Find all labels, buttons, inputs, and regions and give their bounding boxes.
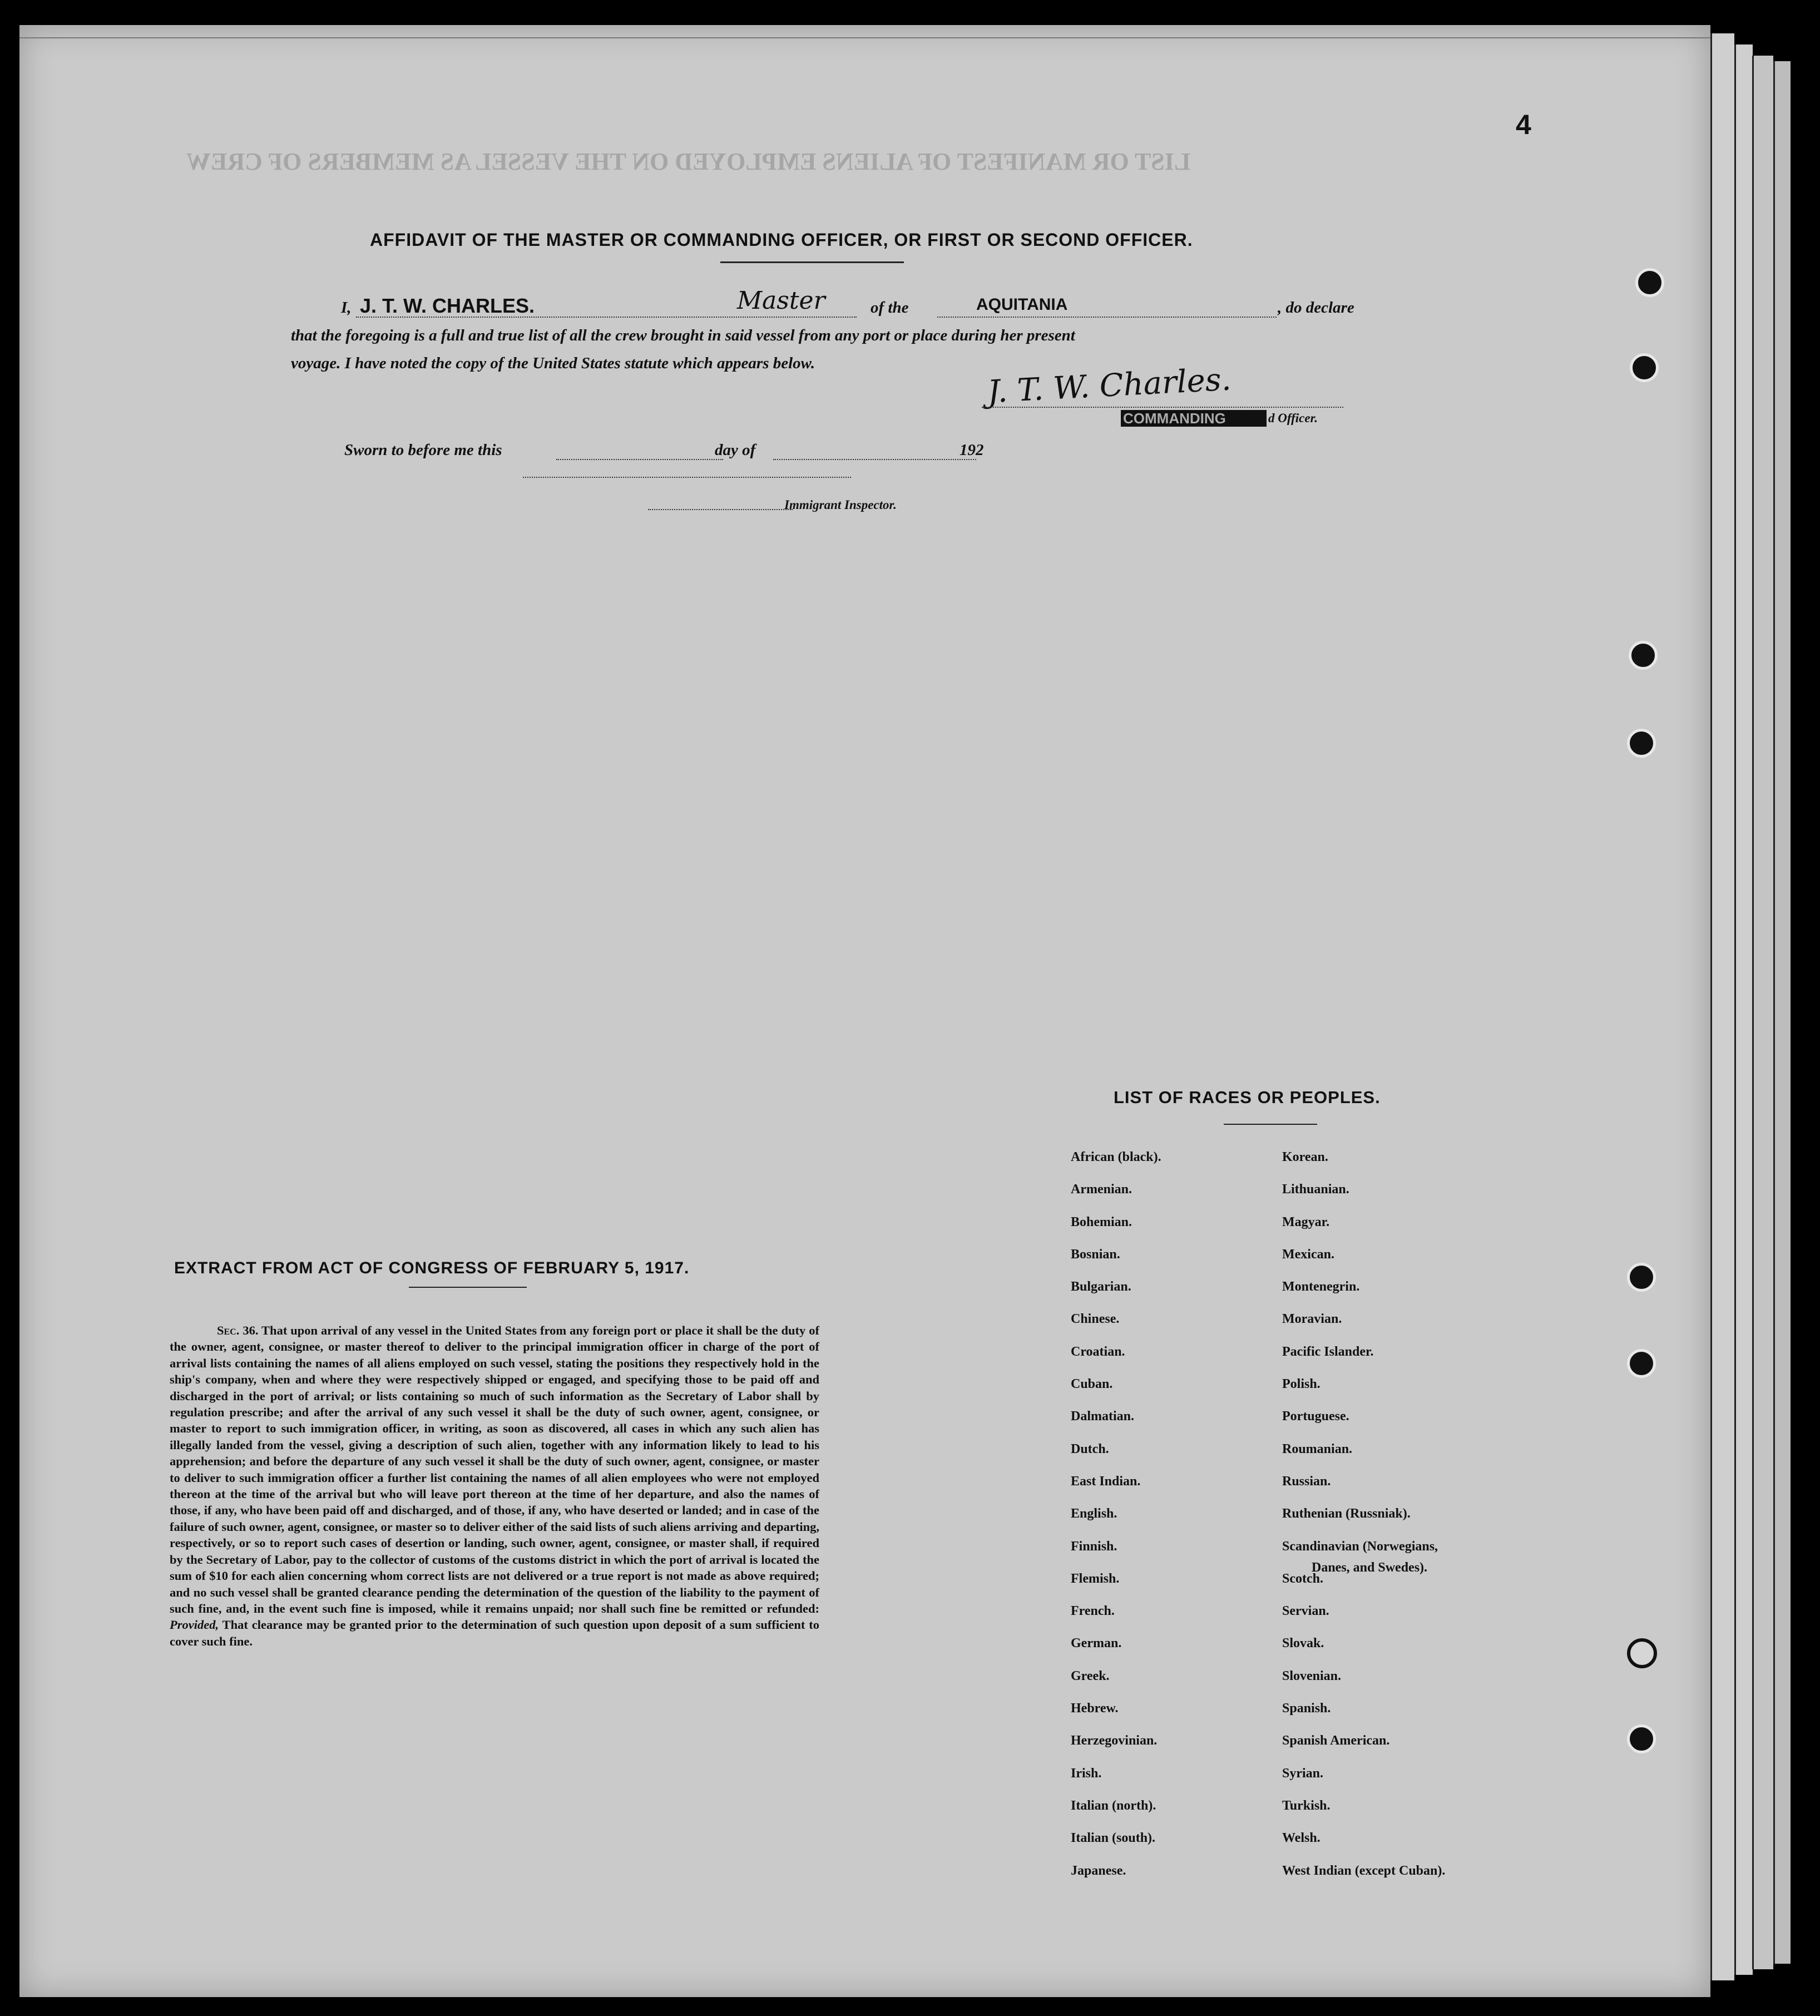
race-item: Slovak. <box>1282 1636 1324 1651</box>
race-item: Slovenian. <box>1282 1668 1342 1683</box>
race-item: Lithuanian. <box>1282 1182 1349 1197</box>
race-item: Bulgarian. <box>1071 1279 1131 1294</box>
binder-hole <box>1627 729 1656 758</box>
binder-hole <box>1627 1725 1656 1753</box>
vessel-name: AQUITANIA <box>976 295 1068 314</box>
affidavit-title: AFFIDAVIT OF THE MASTER OR COMMANDING OFFICER, OR FIRST OR SECOND OFFICER. <box>370 230 1193 250</box>
race-item: Scandinavian (Norwegians, <box>1282 1539 1438 1554</box>
name-line <box>356 317 857 318</box>
signature-line <box>982 407 1343 408</box>
section-body-end: That clearance may be granted prior to the determination of such question upon deposit of a sum sufficient to cover such fine. <box>170 1618 819 1648</box>
race-item: Montenegrin. <box>1282 1279 1360 1294</box>
master-name: J. T. W. CHARLES. <box>360 294 535 317</box>
rank-handwritten: Master <box>737 286 825 315</box>
binder-hole <box>1627 1349 1656 1378</box>
page-edge <box>1752 56 1773 1969</box>
officer-suffix: d Officer. <box>1268 411 1318 425</box>
affidavit-i-label: I, <box>341 299 352 317</box>
affidavit-title-rule <box>720 261 904 263</box>
provided-word: Provided, <box>170 1618 219 1632</box>
race-item: Flemish. <box>1071 1571 1120 1586</box>
race-item: Mexican. <box>1282 1247 1334 1262</box>
race-item: Italian (north). <box>1071 1798 1156 1813</box>
race-item: Croatian. <box>1071 1344 1125 1359</box>
page-edge <box>1710 33 1734 1980</box>
race-item: German. <box>1071 1636 1122 1651</box>
race-item: Pacific Islander. <box>1282 1344 1374 1359</box>
do-declare-label: , do declare <box>1278 299 1354 317</box>
commanding-stamp <box>1121 410 1267 427</box>
race-item: Bohemian. <box>1071 1214 1132 1229</box>
race-item: Bosnian. <box>1071 1247 1120 1262</box>
race-item: Japanese. <box>1071 1863 1126 1878</box>
race-item: Greek. <box>1071 1668 1110 1683</box>
race-item: Roumanian. <box>1282 1441 1353 1456</box>
race-item: Dutch. <box>1071 1441 1109 1456</box>
race-item: Spanish. <box>1282 1701 1331 1716</box>
of-the-label: of the <box>871 299 909 317</box>
binder-hole <box>1629 641 1658 670</box>
race-item: Italian (south). <box>1071 1831 1156 1846</box>
races-title-rule <box>1224 1124 1317 1125</box>
race-item: Syrian. <box>1282 1766 1324 1781</box>
race-item: Chinese. <box>1071 1312 1120 1327</box>
race-item: French. <box>1071 1604 1115 1619</box>
races-right-column <box>1282 1150 1445 1896</box>
race-scandinavian-continuation: Danes, and Swedes). <box>1312 1560 1428 1575</box>
race-item: Russian. <box>1282 1474 1331 1489</box>
affidavit-line-2: that the foregoing is a full and true list of all the crew brought in said vessel from any port or place during her present <box>291 327 1075 344</box>
inspector-signature-line <box>523 477 851 478</box>
bleed-through-text: LIST OR MANIFEST OF ALIENS EMPLOYED ON THE VESSEL AS MEMBERS OF CREW <box>186 148 1191 175</box>
year-label: 192 <box>960 441 984 459</box>
page-edge <box>1734 45 1753 1975</box>
sworn-month-line <box>773 459 976 460</box>
race-item: English. <box>1071 1506 1117 1521</box>
race-item: Servian. <box>1282 1604 1329 1619</box>
top-edge-line <box>19 37 1710 38</box>
commanding-stamp-text: COMMANDING <box>1123 410 1226 427</box>
extract-title: EXTRACT FROM ACT OF CONGRESS OF FEBRUARY 5, 1917. <box>174 1259 690 1277</box>
race-item: Scotch. <box>1282 1571 1323 1586</box>
race-item: Turkish. <box>1282 1798 1331 1813</box>
race-item: Korean. <box>1282 1150 1328 1164</box>
race-item: Irish. <box>1071 1766 1102 1781</box>
races-left-column <box>1071 1150 1161 1896</box>
binder-hole <box>1635 268 1664 297</box>
race-item: Magyar. <box>1282 1214 1330 1229</box>
page-number: 4 <box>1516 109 1531 140</box>
page-edge <box>1773 61 1791 1964</box>
extract-title-rule <box>409 1287 527 1288</box>
race-item: African (black). <box>1071 1150 1161 1164</box>
race-item: Portuguese. <box>1282 1409 1349 1424</box>
vessel-line <box>937 317 1277 318</box>
sworn-day-line <box>556 459 723 460</box>
race-item: Spanish American. <box>1282 1733 1390 1748</box>
race-item: Ruthenian (Russniak). <box>1282 1506 1411 1521</box>
day-of-label: day of <box>715 441 756 459</box>
race-item: West Indian (except Cuban). <box>1282 1863 1446 1878</box>
races-title: LIST OF RACES OR PEOPLES. <box>1114 1088 1381 1107</box>
inspector-dot-line <box>648 509 793 510</box>
race-item: Hebrew. <box>1071 1701 1119 1716</box>
race-item: Welsh. <box>1282 1831 1321 1846</box>
race-item: East Indian. <box>1071 1474 1141 1489</box>
affidavit-line-3: voyage. I have noted the copy of the United States statute which appears below. <box>291 354 815 372</box>
document-page <box>19 25 1710 1997</box>
race-item: Polish. <box>1282 1377 1321 1392</box>
race-item: Dalmatian. <box>1071 1409 1134 1424</box>
race-item: Armenian. <box>1071 1182 1132 1197</box>
sworn-label: Sworn to before me this <box>344 441 502 459</box>
section-label: Sec. 36. <box>217 1323 259 1337</box>
binder-hole <box>1627 1638 1657 1668</box>
binder-hole <box>1630 353 1659 382</box>
section-body: That upon arrival of any vessel in the United States from any foreign port or place it shall be the duty of the owner, agent, consignee, or master thereof to deliver to the principal immigration officer in charge of the port of arrival lists containing the names of all aliens employed on such vessel, stating the positions they respectively hold in the ship's company, when and where they were respectively shipped or engaged, and specifying those to be paid off and discharged in the port of arrival; or lists containing so much of such information as the Secretary of Labor shall by regulation prescribe; and after the arrival of any such vessel it shall be the duty of such owner, agent, consignee, or master to report to such immigration officer, in writing, as soon as discovered, all cases in which any such alien has illegally landed from the vessel, giving a description of such alien, together with any information likely to lead to his apprehension; and before the departure of any such vessel it shall be the duty of such owner, agent, consignee, or master to deliver to such immigration officer a further list containing the names of all alien employees who were not employed thereon at the time of the arrival but who will leave port thereon at the time of her departure, and also the names of those, if any, who have been paid off and discharged, and of those, if any, who have deserted or landed; and in case of the failure of such owner, agent, consignee, or master so to deliver either of the said lists of such aliens arriving and departing, respectively, or so to report such cases of desertion or landing, such owner, agent, consignee, or master shall, if required by the Secretary of Labor, pay to the collector of customs of the customs district in which the port of arrival is located the sum of $10 for each alien concerning whom correct lists are not delivered or a true report is not made as above required; and no such vessel shall be granted clearance pending the determination of the question of the liability to the payment of such fine, and, in the event such fine is imposed, while it remains unpaid; nor shall such fine be remitted or refunded: <box>170 1323 820 1615</box>
race-item: Cuban. <box>1071 1377 1113 1392</box>
race-item: Herzegovinian. <box>1071 1733 1158 1748</box>
binder-hole <box>1627 1263 1656 1292</box>
master-signature: J. T. W. Charles. <box>986 361 1232 411</box>
extract-section-text <box>170 1322 819 1649</box>
race-item: Moravian. <box>1282 1312 1342 1327</box>
inspector-label: Immigrant Inspector. <box>784 498 897 512</box>
race-item: Finnish. <box>1071 1539 1117 1554</box>
